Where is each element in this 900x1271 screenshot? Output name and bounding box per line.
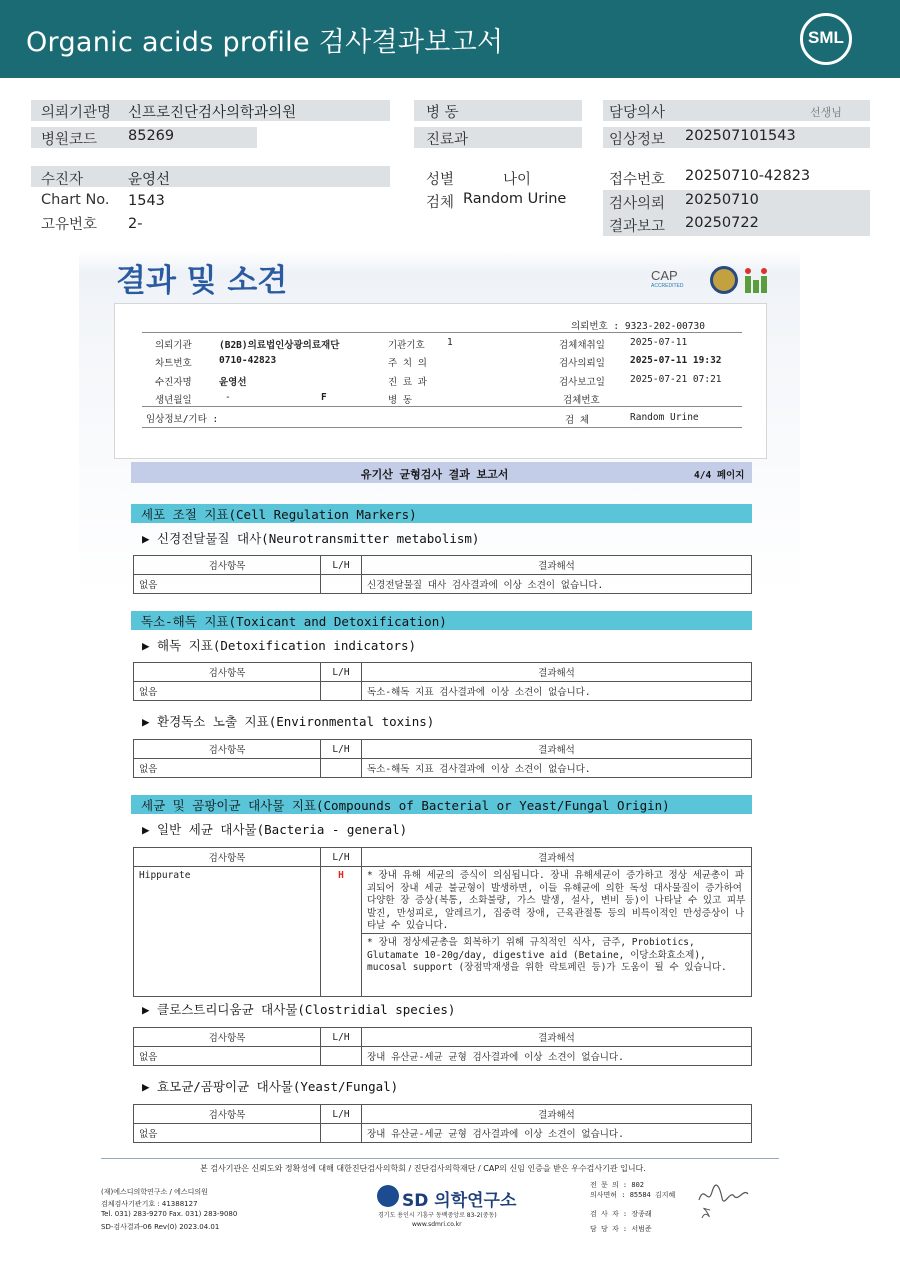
table-environmental [133, 739, 752, 778]
footer-certification: 본 검사기관은 신뢰도와 정확성에 대해 대한진단검사의학회 / 진단검사의학재단 / CAP의 신임 인증을 받은 우수검사기관 입니다. [200, 1164, 646, 1173]
signature-icon [694, 1178, 752, 1226]
info-row1-label1: 의뢰기관 [155, 340, 192, 351]
subsection-detox: ▶ 해독 지표(Detoxification indicators) [142, 638, 417, 653]
info-row2-label2: 주 치 의 [388, 358, 427, 369]
kolas-logo-icon [744, 266, 768, 294]
request-number: 의뢰번호 : 9323-202-00730 [571, 321, 705, 332]
info-row3-label3: 검사보고일 [559, 377, 605, 388]
row-item: 없음 [134, 1124, 321, 1143]
inner-specimen-label: 검 체 [565, 415, 590, 426]
table-bacteria-general [133, 847, 752, 997]
header-interp: 결과해석 [362, 556, 752, 575]
header-lh: L/H [321, 1105, 362, 1124]
patient-value: 윤영선 [128, 172, 171, 188]
table-neurotransmitter [133, 555, 752, 594]
header-lh: L/H [321, 848, 362, 867]
info-mid-rule [142, 406, 742, 407]
sd-logo-icon [377, 1185, 399, 1207]
subsection-neurotransmitter: ▶ 신경전달물질 대사(Neurotransmitter metabolism) [142, 531, 480, 546]
dept-label: 진료과 [426, 132, 469, 148]
receipt-label: 접수번호 [609, 172, 666, 188]
table-detox [133, 662, 752, 701]
info-row2-label3: 검사의뢰일 [559, 358, 605, 369]
row-item: 없음 [134, 575, 321, 594]
chart-no-value: 1543 [128, 193, 165, 209]
info-bottom-rule [142, 427, 742, 428]
info-row4-sex: F [321, 392, 327, 403]
page-indicator: 4/4 페이지 [694, 470, 745, 481]
table-header-row [134, 1028, 752, 1047]
receipt-value: 20250710-42823 [685, 168, 811, 184]
footer-org-name: (재)에스디의학연구소 / 에스디의원 [101, 1188, 208, 1196]
footer-divider [101, 1158, 779, 1159]
table-header-row [134, 848, 752, 867]
info-row4-label3: 검체번호 [563, 395, 600, 406]
table-header-row [134, 556, 752, 575]
sml-logo-text: SML [808, 28, 844, 47]
info-row1-label2: 기관기호 [388, 340, 425, 351]
hospital-code-value: 85269 [128, 128, 175, 144]
info-row4-value1: - [225, 392, 231, 403]
row-interp: 독소-해독 지표 검사결과에 이상 소견이 없습니다. [362, 682, 752, 701]
header-item: 검사항목 [134, 663, 321, 682]
row-item-hippurate: Hippurate [134, 867, 321, 997]
cap-accredited-logo [651, 268, 705, 292]
footer-form-code: SD-검사결과-06 Rev(0) 2023.04.01 [101, 1223, 220, 1231]
info-row1-value3: 2025-07-11 [630, 337, 688, 348]
header-interp: 결과해석 [362, 1028, 752, 1047]
footer-specialist: 전 문 의 : 802 [590, 1181, 645, 1189]
section-title-toxicant: 독소-해독 지표(Toxicant and Detoxification) [141, 614, 447, 629]
title-bar [0, 0, 900, 78]
certification-seal-icon [710, 266, 738, 294]
table-row-hippurate [134, 867, 752, 934]
chart-no-label: Chart No. [41, 192, 110, 208]
info-row2-label1: 차트번호 [155, 358, 192, 369]
footer-org-phone: Tel. 031) 283-9270 Fax. 031) 283-9080 [101, 1210, 238, 1218]
age-label: 나이 [503, 172, 532, 188]
header-item: 검사항목 [134, 556, 321, 575]
section-title-bacterial: 세균 및 곰팡이균 대사물 지표(Compounds of Bacterial or Yeast/Fungal Origin) [141, 798, 670, 813]
row-interp: 장내 유산균-세균 균형 검사결과에 이상 소견이 없습니다. [362, 1124, 752, 1143]
row-interp: 독소-해독 지표 검사결과에 이상 소견이 없습니다. [362, 759, 752, 778]
clinical-label: 임상정보 [609, 132, 666, 148]
row-lh [321, 759, 362, 778]
table-row [134, 759, 752, 778]
info-row2-value3: 2025-07-11 19:32 [630, 355, 722, 366]
row-lh [321, 575, 362, 594]
info-row1-value1: (B2B)의료법인상광의료재단 [219, 340, 340, 351]
header-lh: L/H [321, 556, 362, 575]
row-lh [321, 682, 362, 701]
clinical-info-label: 임상정보/기타 : [146, 414, 219, 425]
report-date-label: 결과보고 [609, 219, 666, 235]
info-row1-value2: 1 [447, 337, 453, 348]
info-row3-label1: 수진자명 [155, 377, 192, 388]
footer-brand: SD 의학연구소 [402, 1191, 517, 1211]
label-bar-patient [31, 166, 390, 187]
clinical-value: 202507101543 [685, 128, 796, 144]
row-lh [321, 1047, 362, 1066]
institution-value: 신프로진단검사의학과의원 [128, 105, 297, 121]
specimen-label: 검체 [426, 195, 455, 211]
info-row1-label3: 검체채취일 [559, 340, 605, 351]
header-interp: 결과해석 [362, 663, 752, 682]
info-top-rule [142, 332, 742, 333]
header-item: 검사항목 [134, 740, 321, 759]
footer-website: www.sdmri.co.kr [412, 1221, 462, 1228]
table-row [134, 682, 752, 701]
header-item: 검사항목 [134, 848, 321, 867]
specimen-value: Random Urine [463, 191, 567, 207]
info-row3-value3: 2025-07-21 07:21 [630, 374, 722, 385]
doctor-label: 담당의사 [609, 105, 666, 121]
request-date-value: 20250710 [685, 192, 759, 208]
row-item: 없음 [134, 759, 321, 778]
table-row [134, 575, 752, 594]
row-lh [321, 1124, 362, 1143]
hospital-code-label: 병원코드 [41, 132, 98, 148]
info-row3-label2: 진 료 과 [388, 377, 427, 388]
cap-subtext: ACCREDITED [651, 283, 684, 289]
table-header-row [134, 740, 752, 759]
row-item: 없음 [134, 682, 321, 701]
row-interp-2: * 장내 정상세균총을 회복하기 위해 규칙적인 식사, 금주, Probiotics, Glutamate 10-20g/day, digestive aid (Betaine, 이당소화효소제), mucosal support (장점막재생을 위한 락토페린 등)가 도움이 될 수 있습니다. [362, 933, 752, 996]
section-title-cell-regulation: 세포 조절 지표(Cell Regulation Markers) [141, 507, 417, 522]
table-header-row [134, 1105, 752, 1124]
subsection-clostridial: ▶ 클로스트리디움균 대사물(Clostridial species) [142, 1002, 456, 1017]
header-interp: 결과해석 [362, 848, 752, 867]
row-interp: 신경전달물질 대사 검사결과에 이상 소견이 없습니다. [362, 575, 752, 594]
subsection-bacteria-general: ▶ 일반 세균 대사물(Bacteria - general) [142, 822, 408, 837]
row-lh-high-flag: H [321, 867, 362, 997]
table-yeast-fungal [133, 1104, 752, 1143]
cap-text: CAP [651, 268, 678, 283]
footer-doctor-license: 의사면허 : 85584 김지혜 [590, 1191, 676, 1199]
info-row3-value1: 윤영선 [219, 377, 247, 388]
table-row [134, 1047, 752, 1066]
header-lh: L/H [321, 1028, 362, 1047]
subsection-environmental: ▶ 환경독소 노출 지표(Environmental toxins) [142, 714, 435, 729]
report-date-value: 20250722 [685, 215, 759, 231]
request-date-label: 검사의뢰 [609, 196, 666, 212]
info-row4-label1: 생년월일 [155, 395, 192, 406]
header-lh: L/H [321, 740, 362, 759]
subsection-yeast-fungal: ▶ 효모균/곰팡이균 대사물(Yeast/Fungal) [142, 1079, 399, 1094]
patient-label: 수진자 [41, 172, 84, 188]
footer-address: 경기도 용인시 기흥구 동백중앙로 83-2(중동) [378, 1212, 497, 1219]
table-row [134, 1124, 752, 1143]
unique-id-value: 2- [128, 216, 143, 232]
unique-id-label: 고유번호 [41, 217, 98, 233]
footer-staff: 담 당 자 : 서범준 [590, 1225, 652, 1233]
institution-label: 의뢰기관명 [41, 105, 112, 121]
report-title: Organic acids profile 검사결과보고서 [26, 27, 504, 58]
table-clostridial [133, 1027, 752, 1066]
doctor-suffix: 선생님 [810, 106, 842, 119]
header-interp: 결과해석 [362, 740, 752, 759]
header-item: 검사항목 [134, 1105, 321, 1124]
info-row2-value1: 0710-42823 [219, 355, 277, 366]
sml-logo [800, 13, 852, 65]
ward-label: 병 동 [426, 105, 459, 121]
header-item: 검사항목 [134, 1028, 321, 1047]
header-interp: 결과해석 [362, 1105, 752, 1124]
table-header-row [134, 663, 752, 682]
row-interp-1: * 장내 유해 세균의 증식이 의심됩니다. 장내 유해세균이 증가하고 정상 세균총이 파괴되어 장내 세균 불균형이 발생하면, 이들 유해균에 의한 독성 대사물질이 증가하여 다양한 장 증상(복통, 소화불량, 가스 발생, 설사, 변비 등)이 나타날 수 있고 피부발진, 만성피로, 알레르기, 집중력 장애, 근육관절통 등의 비특이적인 만성증상이 나타날 수 있습니다. [362, 867, 752, 934]
results-heading: 결과 및 소견 [116, 263, 288, 299]
sex-label: 성별 [426, 172, 455, 188]
row-interp: 장내 유산균-세균 균형 검사결과에 이상 소견이 없습니다. [362, 1047, 752, 1066]
footer-org-code: 검체검사기관기호 : 41388127 [101, 1200, 198, 1208]
info-row4-label2: 병 동 [388, 395, 413, 406]
header-lh: L/H [321, 663, 362, 682]
inner-specimen-value: Random Urine [630, 412, 699, 423]
row-item: 없음 [134, 1047, 321, 1066]
report-band-title: 유기산 균형검사 결과 보고서 [361, 468, 509, 481]
footer-tester: 검 사 자 : 장종래 [590, 1210, 652, 1218]
